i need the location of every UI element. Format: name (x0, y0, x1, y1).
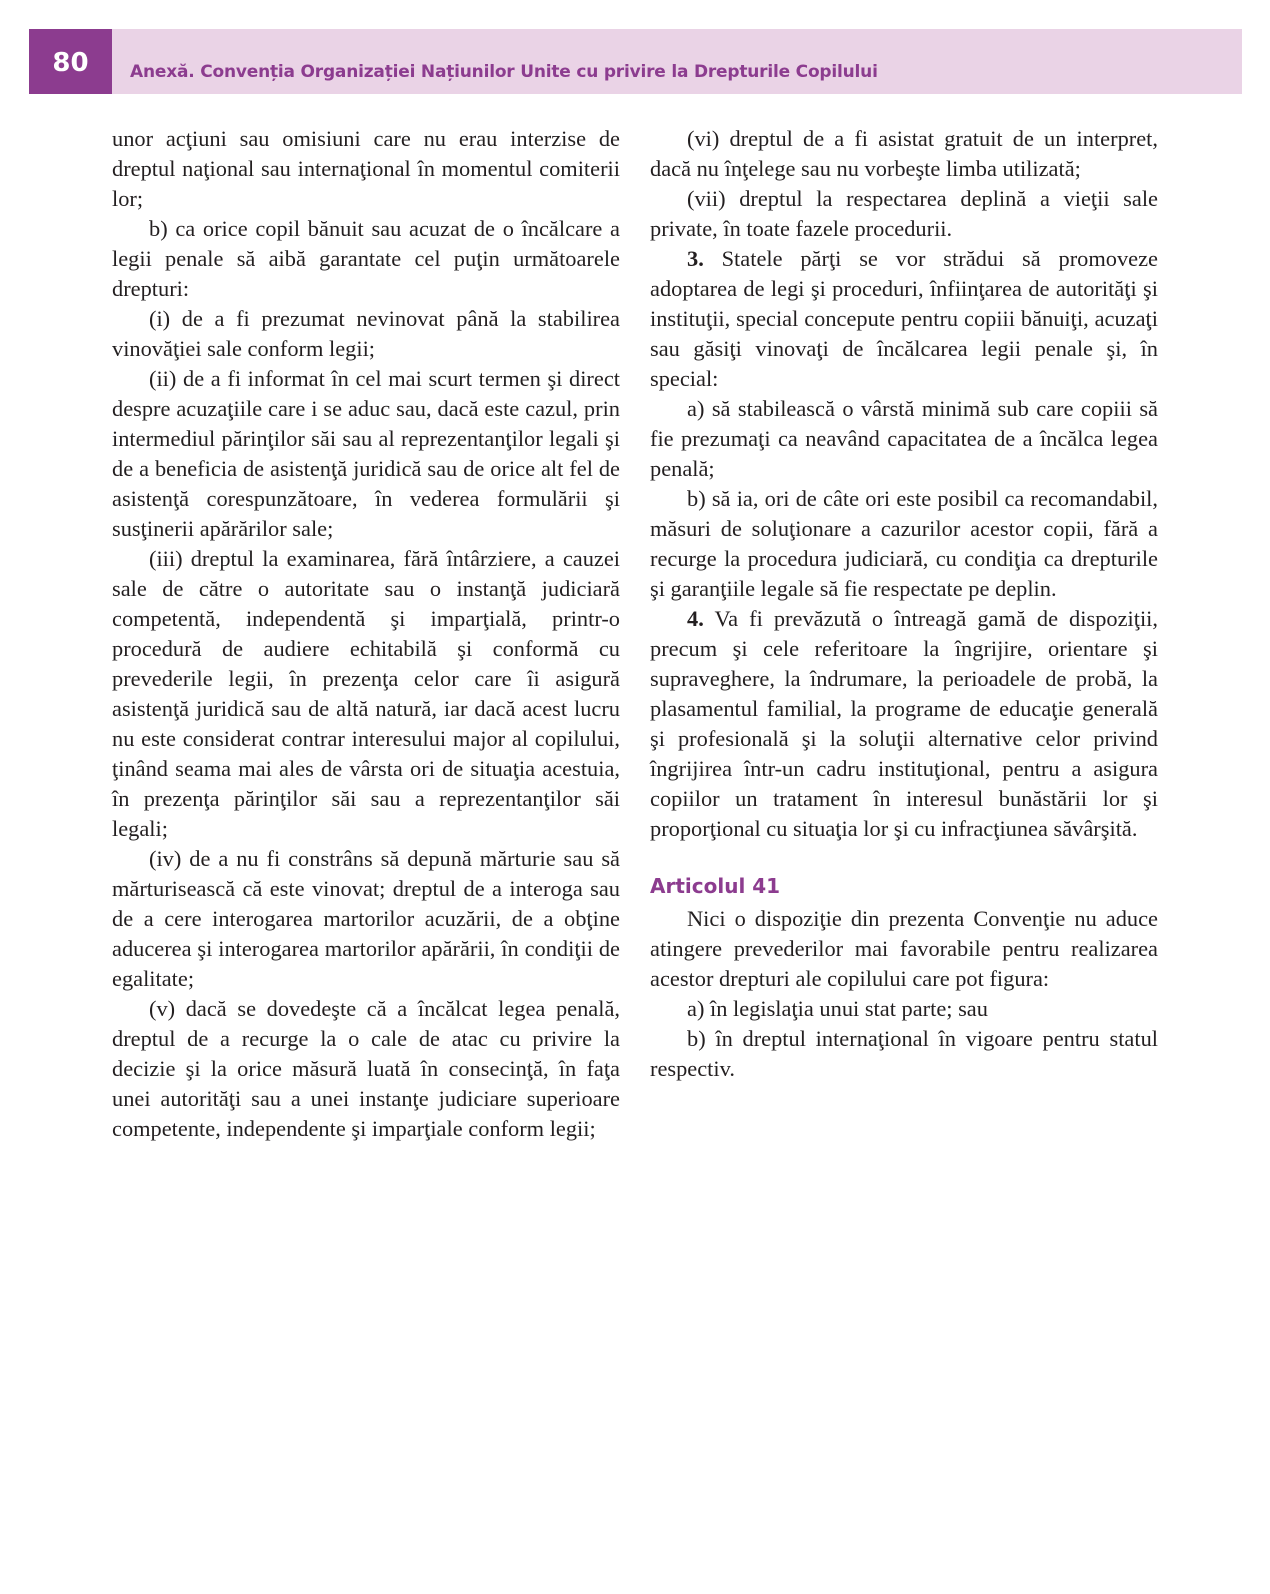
paragraph: b) să ia, ori de câte ori este posibil ca recomandabil, măsuri de soluţionare a cazurilor acestor copii, fără a recurge la procedura judiciară, cu condiţia ca drepturile şi garanţiile legale să fie respectate pe deplin. (650, 486, 1158, 601)
paragraph: (vi) dreptul de a fi asistat gratuit de un interpret, dacă nu înţelege sau nu vorbeşte limba utilizată; (650, 126, 1158, 181)
article-heading: Articolul 41 (650, 874, 781, 898)
paragraph-text: Statele părţi se vor strădui să promoveze adoptarea de legi şi proceduri, înfiinţarea de autorităţi şi instituţii, special concepute pentru copiii bănuiţi, acuzaţi sau găsiţi vinovaţi de încălcarea legii penale şi, în special: (650, 246, 1158, 391)
paragraph: (ii) de a fi informat în cel mai scurt termen şi direct despre acuzaţiile care i se aduc sau, dacă este cazul, prin intermediul părinţilor săi sau al reprezentanţilor legali şi de a beneficia de asistenţă juridică sau de orice alt fel de asistenţă corespunzătoare, în vederea formulării şi susţinerii apărărilor sale; (112, 366, 620, 541)
paragraph: (i) de a fi prezumat nevinovat până la stabilirea vinovăţiei sale conform legii; (112, 306, 620, 361)
paragraph: a) în legislaţia unui stat parte; sau (687, 996, 988, 1021)
paragraph-3 (650, 244, 1158, 394)
paragraph: unor acţiuni sau omisiuni care nu erau interzise de dreptul naţional sau internaţional în momentul comiterii lor; (112, 126, 620, 211)
paragraph-text: Va fi prevăzută o întreagă gamă de dispoziţii, precum şi cele referitoare la îngrijire, orientare şi supraveghere, la îndrumare, la perioadele de probă, la plasamentul familial, la programe de educaţie generală şi profesională şi la soluţii alternative celor privind îngrijirea într-un cadru instituţional, pentru a asigura copiilor un tratament în interesul bunăstării lor şi proporţional cu situaţia lor şi cu infracţiunea săvârşită. (650, 606, 1158, 841)
left-column (112, 124, 620, 1144)
paragraph: (v) dacă se dovedeşte că a încălcat legea penală, dreptul de a recurge la o cale de atac cu privire la decizie şi la orice măsură luată în consecinţă, în faţa unei autorităţi sau a unei instanţe judiciare superioare competente, independente şi imparţiale conform legii; (112, 996, 620, 1141)
paragraph: Nici o dispoziţie din prezenta Convenţie nu aduce atingere prevederilor mai favorabile pentru realizarea acestor drepturi ale copilului care pot figura: (650, 906, 1158, 991)
paragraph: b) în dreptul internaţional în vigoare pentru statul respectiv. (650, 1026, 1158, 1081)
paragraph-number: 4. (687, 606, 704, 631)
paragraph-number: 3. (687, 246, 704, 271)
page-number: 80 (29, 29, 112, 94)
running-title: Anexă. Convenția Organizației Națiunilor Unite cu privire la Drepturile Copilului (130, 62, 878, 82)
page-header (29, 29, 1242, 94)
paragraph-4 (650, 604, 1158, 844)
paragraph: (vii) dreptul la respectarea deplină a vieţii sale private, în toate fazele procedurii. (650, 186, 1158, 241)
paragraph: b) ca orice copil bănuit sau acuzat de o încălcare a legii penale să aibă garantate cel puţin următoarele drepturi: (112, 216, 620, 301)
paragraph: (iii) dreptul la examinarea, fără întârziere, a cauzei sale de către o autoritate sau o instanţă judiciară competentă, independentă şi imparţială, printr-o procedură de audiere echitabilă şi conformă cu prevederile legii, în prezenţa celor care îi asigură asistenţă juridică sau de altă natură, iar dacă acest lucru nu este considerat contrar interesului major al copilului, ţinând seama mai ales de vârsta ori de situaţia acestuia, în prezenţa părinţilor săi sau a reprezentanţilor săi legali; (112, 546, 620, 841)
right-column (650, 124, 1158, 1084)
paragraph: (iv) de a nu fi constrâns să depună mărturie sau să mărturisească că este vinovat; dreptul de a interoga sau de a cere interogarea martorilor acuzării, de a obţine aducerea şi interogarea martorilor apărării, în condiţii de egalitate; (112, 846, 620, 991)
paragraph: a) să stabilească o vârstă minimă sub care copiii să fie prezumaţi ca neavând capacitatea de a încălca legea penală; (650, 396, 1158, 481)
